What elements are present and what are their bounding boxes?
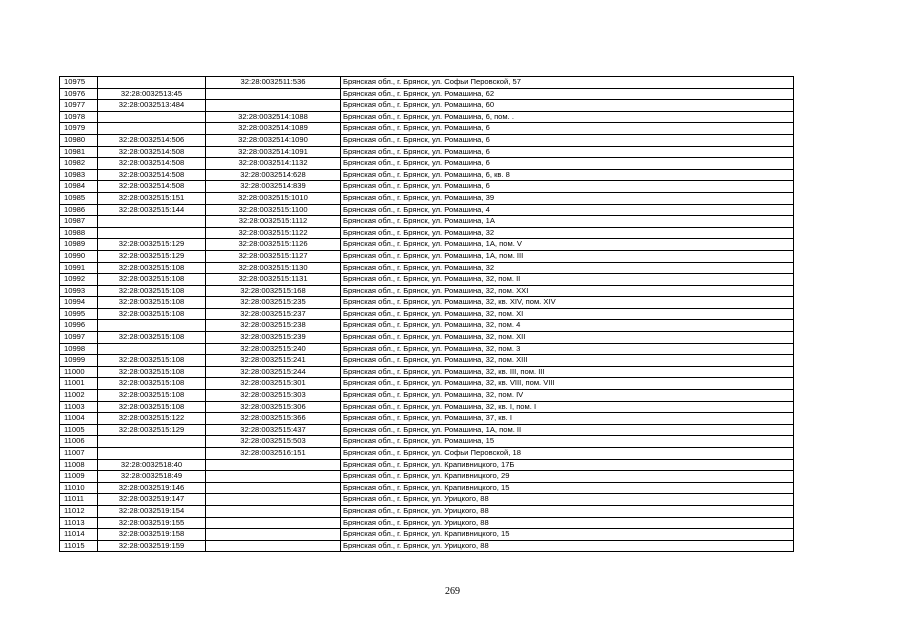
table-row [60, 494, 794, 506]
object-cadastral-cell: 32:28:0032515:1131 [206, 274, 341, 286]
row-number-cell: 11009 [60, 471, 98, 483]
object-cadastral-cell: 32:28:0032515:1112 [206, 216, 341, 228]
object-cadastral-cell: 32:28:0032514:1089 [206, 123, 341, 135]
row-number-cell: 10979 [60, 123, 98, 135]
table-row [60, 169, 794, 181]
address-cell: Брянская обл., г. Брянск, ул. Ромашина, 32, пом. XIII [341, 355, 794, 367]
object-cadastral-cell: 32:28:0032515:241 [206, 355, 341, 367]
row-number-cell: 10999 [60, 355, 98, 367]
row-number-cell: 11003 [60, 401, 98, 413]
table-row [60, 123, 794, 135]
row-number-cell: 10992 [60, 274, 98, 286]
row-number-cell: 10996 [60, 320, 98, 332]
row-number-cell: 10982 [60, 158, 98, 170]
table-row [60, 134, 794, 146]
row-number-cell: 11001 [60, 378, 98, 390]
object-cadastral-cell: 32:28:0032515:503 [206, 436, 341, 448]
parcel-cadastral-cell [98, 227, 206, 239]
table-row [60, 355, 794, 367]
row-number-cell: 10990 [60, 250, 98, 262]
row-number-cell: 10994 [60, 297, 98, 309]
row-number-cell: 10987 [60, 216, 98, 228]
object-cadastral-cell: 32:28:0032514:628 [206, 169, 341, 181]
table-row [60, 413, 794, 425]
object-cadastral-cell: 32:28:0032515:244 [206, 366, 341, 378]
object-cadastral-cell: 32:28:0032515:301 [206, 378, 341, 390]
parcel-cadastral-cell: 32:28:0032515:108 [98, 285, 206, 297]
object-cadastral-cell [206, 88, 341, 100]
object-cadastral-cell: 32:28:0032515:1100 [206, 204, 341, 216]
address-cell: Брянская обл., г. Брянск, ул. Ромашина, 32, пом. IV [341, 390, 794, 402]
parcel-cadastral-cell: 32:28:0032515:129 [98, 250, 206, 262]
address-cell: Брянская обл., г. Брянск, ул. Ромашина, 32, пом. XXI [341, 285, 794, 297]
object-cadastral-cell: 32:28:0032511:536 [206, 77, 341, 89]
table-row [60, 401, 794, 413]
table-row [60, 482, 794, 494]
address-cell: Брянская обл., г. Брянск, ул. Ромашина, 32, пом. XI [341, 308, 794, 320]
parcel-cadastral-cell: 32:28:0032513:484 [98, 100, 206, 112]
row-number-cell: 10997 [60, 332, 98, 344]
parcel-cadastral-cell: 32:28:0032515:108 [98, 401, 206, 413]
address-cell: Брянская обл., г. Брянск, ул. Софьи Перовской, 57 [341, 77, 794, 89]
row-number-cell: 10991 [60, 262, 98, 274]
object-cadastral-cell: 32:28:0032515:239 [206, 332, 341, 344]
table-row [60, 378, 794, 390]
parcel-cadastral-cell [98, 123, 206, 135]
table-row [60, 297, 794, 309]
address-cell: Брянская обл., г. Брянск, ул. Крапивницкого, 15 [341, 482, 794, 494]
table-row [60, 343, 794, 355]
address-cell: Брянская обл., г. Брянск, ул. Ромашина, 1А, пом. II [341, 424, 794, 436]
parcel-cadastral-cell [98, 111, 206, 123]
row-number-cell: 10985 [60, 192, 98, 204]
row-number-cell: 10983 [60, 169, 98, 181]
address-cell: Брянская обл., г. Брянск, ул. Ромашина, 62 [341, 88, 794, 100]
row-number-cell: 10986 [60, 204, 98, 216]
address-cell: Брянская обл., г. Брянск, ул. Ромашина, 6 [341, 181, 794, 193]
row-number-cell: 11007 [60, 448, 98, 460]
object-cadastral-cell: 32:28:0032514:1132 [206, 158, 341, 170]
parcel-cadastral-cell [98, 77, 206, 89]
object-cadastral-cell: 32:28:0032515:168 [206, 285, 341, 297]
address-cell: Брянская обл., г. Брянск, ул. Ромашина, 6, кв. 8 [341, 169, 794, 181]
row-number-cell: 10988 [60, 227, 98, 239]
table-row [60, 285, 794, 297]
address-cell: Брянская обл., г. Брянск, ул. Ромашина, 15 [341, 436, 794, 448]
address-cell: Брянская обл., г. Брянск, ул. Урицкого, 88 [341, 505, 794, 517]
row-number-cell: 10995 [60, 308, 98, 320]
parcel-cadastral-cell: 32:28:0032514:508 [98, 146, 206, 158]
table-row [60, 250, 794, 262]
table-row [60, 529, 794, 541]
address-cell: Брянская обл., г. Брянск, ул. Ромашина, 6, пом. . [341, 111, 794, 123]
object-cadastral-cell: 32:28:0032515:238 [206, 320, 341, 332]
object-cadastral-cell: 32:28:0032514:839 [206, 181, 341, 193]
object-cadastral-cell [206, 482, 341, 494]
address-cell: Брянская обл., г. Брянск, ул. Урицкого, 88 [341, 540, 794, 552]
parcel-cadastral-cell [98, 436, 206, 448]
table-row [60, 274, 794, 286]
parcel-cadastral-cell: 32:28:0032515:108 [98, 308, 206, 320]
row-number-cell: 11008 [60, 459, 98, 471]
parcel-cadastral-cell: 32:28:0032514:508 [98, 181, 206, 193]
table-row [60, 111, 794, 123]
object-cadastral-cell: 32:28:0032515:303 [206, 390, 341, 402]
parcel-cadastral-cell: 32:28:0032515:151 [98, 192, 206, 204]
parcel-cadastral-cell: 32:28:0032519:155 [98, 517, 206, 529]
page-number: 269 [445, 586, 460, 597]
parcel-cadastral-cell: 32:28:0032515:129 [98, 239, 206, 251]
parcel-cadastral-cell: 32:28:0032514:508 [98, 169, 206, 181]
row-number-cell: 10980 [60, 134, 98, 146]
property-table [59, 76, 794, 552]
object-cadastral-cell: 32:28:0032515:366 [206, 413, 341, 425]
table-row [60, 366, 794, 378]
address-cell: Брянская обл., г. Брянск, ул. Ромашина, 32, пом. II [341, 274, 794, 286]
row-number-cell: 11004 [60, 413, 98, 425]
address-cell: Брянская обл., г. Брянск, ул. Ромашина, 37, кв. I [341, 413, 794, 425]
table-row [60, 517, 794, 529]
address-cell: Брянская обл., г. Брянск, ул. Ромашина, 6 [341, 123, 794, 135]
row-number-cell: 11006 [60, 436, 98, 448]
table-row [60, 227, 794, 239]
object-cadastral-cell: 32:28:0032514:1091 [206, 146, 341, 158]
table-row [60, 262, 794, 274]
address-cell: Брянская обл., г. Брянск, ул. Крапивницкого, 29 [341, 471, 794, 483]
table-row [60, 181, 794, 193]
parcel-cadastral-cell: 32:28:0032519:158 [98, 529, 206, 541]
object-cadastral-cell: 32:28:0032515:237 [206, 308, 341, 320]
object-cadastral-cell [206, 100, 341, 112]
address-cell: Брянская обл., г. Брянск, ул. Урицкого, 88 [341, 494, 794, 506]
address-cell: Брянская обл., г. Брянск, ул. Ромашина, 1А, пом. III [341, 250, 794, 262]
address-cell: Брянская обл., г. Брянск, ул. Ромашина, 6 [341, 134, 794, 146]
object-cadastral-cell: 32:28:0032515:235 [206, 297, 341, 309]
object-cadastral-cell [206, 471, 341, 483]
address-cell: Брянская обл., г. Брянск, ул. Ромашина, 32 [341, 262, 794, 274]
row-number-cell: 10998 [60, 343, 98, 355]
parcel-cadastral-cell: 32:28:0032515:108 [98, 297, 206, 309]
row-number-cell: 10989 [60, 239, 98, 251]
object-cadastral-cell: 32:28:0032515:1126 [206, 239, 341, 251]
parcel-cadastral-cell: 32:28:0032518:49 [98, 471, 206, 483]
table-row [60, 436, 794, 448]
table-row [60, 77, 794, 89]
address-cell: Брянская обл., г. Брянск, ул. Ромашина, 1А [341, 216, 794, 228]
table-row [60, 390, 794, 402]
table-row [60, 320, 794, 332]
row-number-cell: 11014 [60, 529, 98, 541]
row-number-cell: 10978 [60, 111, 98, 123]
parcel-cadastral-cell: 32:28:0032515:108 [98, 378, 206, 390]
parcel-cadastral-cell [98, 320, 206, 332]
parcel-cadastral-cell: 32:28:0032515:108 [98, 332, 206, 344]
row-number-cell: 10977 [60, 100, 98, 112]
row-number-cell: 11010 [60, 482, 98, 494]
object-cadastral-cell: 32:28:0032515:1010 [206, 192, 341, 204]
parcel-cadastral-cell: 32:28:0032514:508 [98, 158, 206, 170]
object-cadastral-cell: 32:28:0032514:1090 [206, 134, 341, 146]
row-number-cell: 11011 [60, 494, 98, 506]
table-row [60, 88, 794, 100]
table-row [60, 239, 794, 251]
object-cadastral-cell [206, 494, 341, 506]
address-cell: Брянская обл., г. Брянск, ул. Крапивницкого, 17Б [341, 459, 794, 471]
row-number-cell: 11012 [60, 505, 98, 517]
object-cadastral-cell: 32:28:0032515:437 [206, 424, 341, 436]
row-number-cell: 11002 [60, 390, 98, 402]
object-cadastral-cell [206, 505, 341, 517]
parcel-cadastral-cell [98, 343, 206, 355]
table-row [60, 540, 794, 552]
object-cadastral-cell: 32:28:0032516:151 [206, 448, 341, 460]
object-cadastral-cell [206, 459, 341, 471]
object-cadastral-cell [206, 540, 341, 552]
object-cadastral-cell [206, 529, 341, 541]
table-row [60, 459, 794, 471]
table-row [60, 471, 794, 483]
object-cadastral-cell [206, 517, 341, 529]
table-row [60, 216, 794, 228]
table-row [60, 505, 794, 517]
address-cell: Брянская обл., г. Брянск, ул. Урицкого, 88 [341, 517, 794, 529]
table-row [60, 146, 794, 158]
parcel-cadastral-cell: 32:28:0032513:45 [98, 88, 206, 100]
table-row [60, 332, 794, 344]
object-cadastral-cell: 32:28:0032515:1127 [206, 250, 341, 262]
parcel-cadastral-cell: 32:28:0032515:122 [98, 413, 206, 425]
table-row [60, 308, 794, 320]
address-cell: Брянская обл., г. Брянск, ул. Ромашина, 32, пом. 3 [341, 343, 794, 355]
address-cell: Брянская обл., г. Брянск, ул. Ромашина, 32, кв. XIV, пом. XIV [341, 297, 794, 309]
object-cadastral-cell: 32:28:0032515:306 [206, 401, 341, 413]
row-number-cell: 11005 [60, 424, 98, 436]
parcel-cadastral-cell: 32:28:0032515:129 [98, 424, 206, 436]
table-row [60, 448, 794, 460]
property-table-body [60, 77, 794, 552]
row-number-cell: 10984 [60, 181, 98, 193]
parcel-cadastral-cell: 32:28:0032515:108 [98, 355, 206, 367]
address-cell: Брянская обл., г. Брянск, ул. Ромашина, 32, кв. III, пом. III [341, 366, 794, 378]
row-number-cell: 10993 [60, 285, 98, 297]
row-number-cell: 10976 [60, 88, 98, 100]
parcel-cadastral-cell: 32:28:0032515:108 [98, 390, 206, 402]
table-row [60, 158, 794, 170]
parcel-cadastral-cell: 32:28:0032515:108 [98, 366, 206, 378]
address-cell: Брянская обл., г. Брянск, ул. Ромашина, 6 [341, 158, 794, 170]
address-cell: Брянская обл., г. Брянск, ул. Ромашина, 32, кв. I, пом. I [341, 401, 794, 413]
row-number-cell: 10981 [60, 146, 98, 158]
address-cell: Брянская обл., г. Брянск, ул. Ромашина, 6 [341, 146, 794, 158]
address-cell: Брянская обл., г. Брянск, ул. Крапивницкого, 15 [341, 529, 794, 541]
parcel-cadastral-cell: 32:28:0032519:146 [98, 482, 206, 494]
row-number-cell: 11013 [60, 517, 98, 529]
parcel-cadastral-cell: 32:28:0032515:108 [98, 262, 206, 274]
table-row [60, 424, 794, 436]
object-cadastral-cell: 32:28:0032515:1130 [206, 262, 341, 274]
table-row [60, 100, 794, 112]
address-cell: Брянская обл., г. Брянск, ул. Ромашина, 39 [341, 192, 794, 204]
row-number-cell: 11000 [60, 366, 98, 378]
address-cell: Брянская обл., г. Брянск, ул. Софьи Перовской, 18 [341, 448, 794, 460]
parcel-cadastral-cell: 32:28:0032515:108 [98, 274, 206, 286]
address-cell: Брянская обл., г. Брянск, ул. Ромашина, 32, пом. 4 [341, 320, 794, 332]
table-row [60, 192, 794, 204]
parcel-cadastral-cell [98, 216, 206, 228]
address-cell: Брянская обл., г. Брянск, ул. Ромашина, 60 [341, 100, 794, 112]
address-cell: Брянская обл., г. Брянск, ул. Ромашина, 32, кв. VIII, пом. VIII [341, 378, 794, 390]
object-cadastral-cell: 32:28:0032515:240 [206, 343, 341, 355]
parcel-cadastral-cell: 32:28:0032515:144 [98, 204, 206, 216]
address-cell: Брянская обл., г. Брянск, ул. Ромашина, 1А, пом. V [341, 239, 794, 251]
address-cell: Брянская обл., г. Брянск, ул. Ромашина, 32, пом. XII [341, 332, 794, 344]
parcel-cadastral-cell: 32:28:0032518:40 [98, 459, 206, 471]
parcel-cadastral-cell [98, 448, 206, 460]
parcel-cadastral-cell: 32:28:0032519:159 [98, 540, 206, 552]
object-cadastral-cell: 32:28:0032515:1122 [206, 227, 341, 239]
parcel-cadastral-cell: 32:28:0032519:154 [98, 505, 206, 517]
parcel-cadastral-cell: 32:28:0032514:506 [98, 134, 206, 146]
address-cell: Брянская обл., г. Брянск, ул. Ромашина, 32 [341, 227, 794, 239]
table-row [60, 204, 794, 216]
address-cell: Брянская обл., г. Брянск, ул. Ромашина, 4 [341, 204, 794, 216]
object-cadastral-cell: 32:28:0032514:1088 [206, 111, 341, 123]
parcel-cadastral-cell: 32:28:0032519:147 [98, 494, 206, 506]
row-number-cell: 10975 [60, 77, 98, 89]
row-number-cell: 11015 [60, 540, 98, 552]
